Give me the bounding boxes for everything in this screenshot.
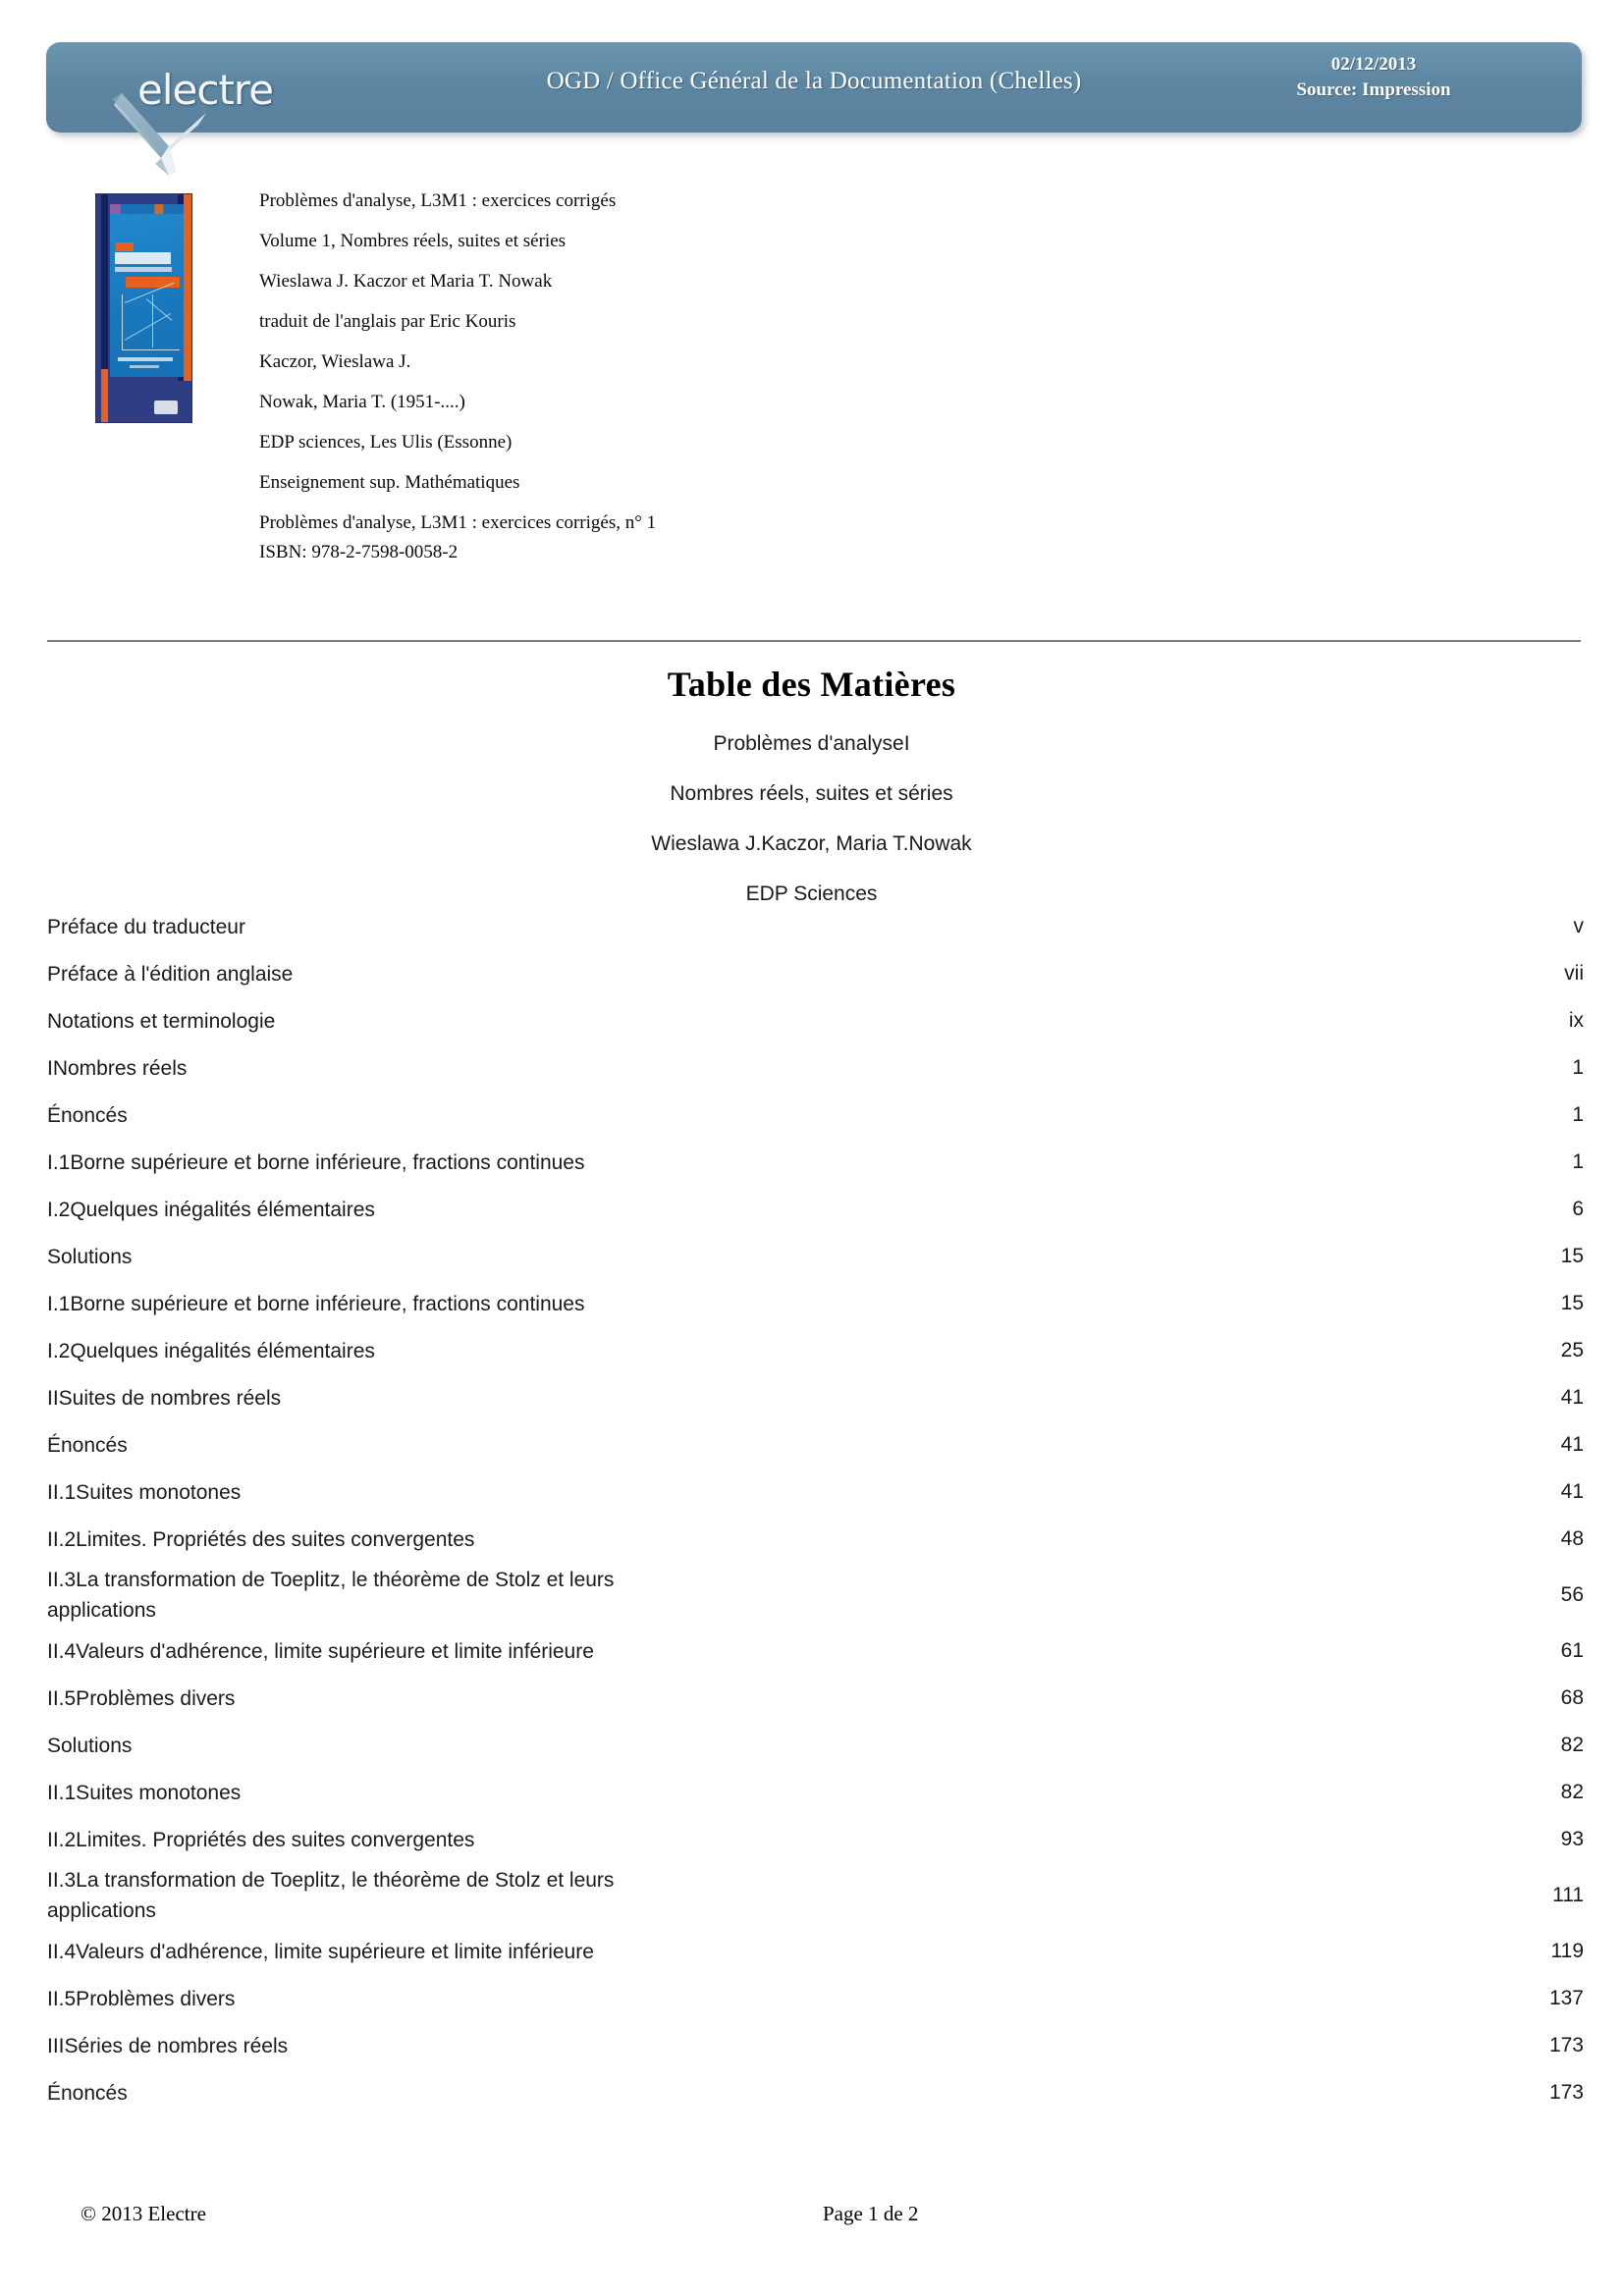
toc-subtitle-work: Problèmes d'analyseI — [713, 732, 910, 755]
toc-entry-label: Préface à l'édition anglaise — [47, 962, 294, 986]
toc-entry[interactable] — [47, 1044, 1584, 1092]
cover-publisher-logo — [154, 400, 178, 414]
toc-entry-label: I.1Borne supérieure et borne inférieure, fractions continues — [47, 1150, 585, 1174]
toc-entry[interactable] — [47, 1421, 1584, 1468]
page-footer — [0, 2202, 1623, 2241]
biblio-title: Problèmes d'analyse, L3M1 : exercices corrigés — [259, 190, 617, 211]
toc-entry[interactable] — [47, 950, 1584, 997]
toc-entry[interactable] — [47, 1675, 1584, 1722]
toc-entry-page: 82 — [1560, 1781, 1584, 1803]
toc-entry-page: 48 — [1560, 1527, 1584, 1550]
header-title: OGD / Office Général de la Documentation (Chelles) — [546, 68, 1082, 94]
toc-entry[interactable] — [47, 1722, 1584, 1769]
toc-entry-label: II.1Suites monotones — [47, 1781, 242, 1804]
toc-entry[interactable] — [47, 1092, 1584, 1139]
toc-entry[interactable] — [47, 1516, 1584, 1563]
toc-entry-page: 137 — [1548, 1987, 1584, 2009]
cover-face — [110, 204, 184, 377]
toc-entry[interactable] — [47, 1928, 1584, 1975]
toc-entry[interactable] — [47, 1628, 1584, 1675]
table-of-contents — [47, 903, 1584, 2116]
toc-entry[interactable] — [47, 2022, 1584, 2069]
toc-entry-label: I.2Quelques inégalités élémentaires — [47, 1339, 375, 1362]
cover-level-badge — [116, 242, 134, 251]
toc-entry-page: 82 — [1560, 1734, 1584, 1756]
header-source: Source: Impression — [1296, 80, 1451, 100]
toc-entry-page: 15 — [1560, 1245, 1584, 1267]
toc-entry-label: II.4Valeurs d'adhérence, limite supérieure et limite inférieure — [47, 1940, 594, 1963]
toc-entry-label: IIISéries de nombres réels — [47, 2034, 289, 2057]
toc-entry[interactable] — [47, 1186, 1584, 1233]
toc-entry-page: v — [1573, 915, 1584, 937]
cover-translator-line — [130, 365, 159, 368]
toc-entry-page: 41 — [1560, 1386, 1584, 1409]
biblio-authors: Wieslawa J. Kaczor et Maria T. Nowak — [259, 271, 553, 292]
toc-entry-page: 173 — [1548, 2034, 1584, 2056]
cover-graph-icon — [122, 294, 180, 350]
toc-entry-label: Préface du traducteur — [47, 915, 245, 938]
toc-entry[interactable] — [47, 1563, 1584, 1628]
toc-entry-label: II.4Valeurs d'adhérence, limite supérieure et limite inférieure — [47, 1639, 594, 1663]
toc-entry-label: II.2Limites. Propriétés des suites convergentes — [47, 1828, 475, 1851]
header-bar — [46, 42, 1582, 133]
section-divider — [47, 640, 1581, 642]
toc-entry-page: 173 — [1548, 2081, 1584, 2104]
toc-entry-page: 93 — [1560, 1828, 1584, 1850]
toc-entry-label: Solutions — [47, 1245, 133, 1268]
cover-spine-top — [101, 194, 108, 369]
biblio-volume: Volume 1, Nombres réels, suites et séries — [259, 231, 567, 251]
toc-subtitle-authors: Wieslawa J.Kaczor, Maria T.Nowak — [651, 832, 972, 855]
toc-entry-label: Énoncés — [47, 2081, 128, 2105]
toc-subtitle-publisher: EDP Sciences — [745, 882, 878, 905]
bibliographic-record — [0, 187, 1623, 638]
toc-entry-page: 25 — [1560, 1339, 1584, 1362]
toc-entry-page: 68 — [1560, 1686, 1584, 1709]
biblio-author-1: Kaczor, Wieslawa J. — [259, 351, 411, 372]
toc-entry[interactable] — [47, 1374, 1584, 1421]
toc-entry-page: 119 — [1550, 1940, 1584, 1962]
toc-entry[interactable] — [47, 997, 1584, 1044]
toc-header — [0, 664, 1623, 919]
biblio-collection: Enseignement sup. Mathématiques — [259, 472, 520, 493]
toc-entry-label: I.2Quelques inégalités élémentaires — [47, 1198, 375, 1221]
toc-entry-label: INombres réels — [47, 1056, 188, 1080]
toc-entry-label: Notations et terminologie — [47, 1009, 276, 1033]
toc-subtitle-volume: Nombres réels, suites et séries — [670, 782, 953, 805]
cover-title-line — [115, 252, 176, 264]
cover-orange-bar — [184, 194, 191, 381]
toc-entry-page: 111 — [1552, 1884, 1584, 1906]
toc-entry-page: vii — [1564, 962, 1584, 985]
toc-entry-label: Énoncés — [47, 1433, 128, 1457]
biblio-series: Problèmes d'analyse, L3M1 : exercices corrigés, n° 1 — [259, 512, 657, 533]
cover-collection-band — [110, 204, 184, 214]
toc-entry-page: 1 — [1572, 1056, 1584, 1079]
toc-entry[interactable] — [47, 903, 1584, 950]
toc-entry-page: 41 — [1560, 1480, 1584, 1503]
toc-entry-page: 1 — [1572, 1103, 1584, 1126]
toc-entry-page: 61 — [1560, 1639, 1584, 1662]
toc-entry-label: Énoncés — [47, 1103, 128, 1127]
cover-authors-line — [118, 357, 173, 361]
biblio-isbn: ISBN: 978-2-7598-0058-2 — [259, 542, 459, 562]
toc-entry[interactable] — [47, 1233, 1584, 1280]
cover-subtitle-line — [115, 267, 172, 272]
toc-entry-label: II.3La transformation de Toeplitz, le théorème de Stolz et leurs applications — [47, 1869, 615, 1922]
toc-entry[interactable] — [47, 1139, 1584, 1186]
cover-spine-bottom — [101, 369, 108, 422]
toc-entry-label: Solutions — [47, 1734, 133, 1757]
bibliographic-lines — [259, 187, 1143, 567]
toc-entry-label: II.5Problèmes divers — [47, 1987, 236, 2010]
electre-logo-text: electre — [137, 66, 274, 114]
header-meta — [1217, 52, 1531, 103]
footer-copyright: © 2013 Electre — [81, 2202, 206, 2225]
toc-entry[interactable] — [47, 1863, 1584, 1928]
toc-title: Table des Matières — [667, 665, 956, 704]
toc-entry-label: II.3La transformation de Toeplitz, le théorème de Stolz et leurs applications — [47, 1569, 615, 1622]
toc-entry-label: II.2Limites. Propriétés des suites convergentes — [47, 1527, 475, 1551]
toc-entry-page: 1 — [1572, 1150, 1584, 1173]
toc-entry-label: IISuites de nombres réels — [47, 1386, 282, 1410]
biblio-publisher: EDP sciences, Les Ulis (Essonne) — [259, 432, 513, 453]
toc-entry[interactable] — [47, 1769, 1584, 1816]
biblio-author-2: Nowak, Maria T. (1951-....) — [259, 392, 465, 412]
toc-entry-page: 41 — [1560, 1433, 1584, 1456]
toc-entry[interactable] — [47, 1468, 1584, 1516]
toc-entry[interactable] — [47, 2069, 1584, 2116]
toc-entry[interactable] — [47, 1327, 1584, 1374]
book-cover-image — [96, 194, 191, 422]
header-date: 02/12/2013 — [1330, 54, 1417, 75]
toc-entry-label: II.1Suites monotones — [47, 1480, 242, 1504]
toc-entry[interactable] — [47, 1816, 1584, 1863]
electre-logo — [100, 48, 326, 161]
footer-page-number: Page 1 de 2 — [823, 2202, 919, 2225]
toc-entry-page: 56 — [1560, 1583, 1584, 1606]
toc-entry-page: 15 — [1560, 1292, 1584, 1314]
toc-entry[interactable] — [47, 1975, 1584, 2022]
page-header — [46, 42, 1582, 133]
toc-entry[interactable] — [47, 1280, 1584, 1327]
toc-entry-label: I.1Borne supérieure et borne inférieure, fractions continues — [47, 1292, 585, 1315]
toc-entry-label: II.5Problèmes divers — [47, 1686, 236, 1710]
toc-entry-page: ix — [1568, 1009, 1584, 1032]
biblio-translator: traduit de l'anglais par Eric Kouris — [259, 311, 516, 332]
toc-entry-page: 6 — [1572, 1198, 1584, 1220]
